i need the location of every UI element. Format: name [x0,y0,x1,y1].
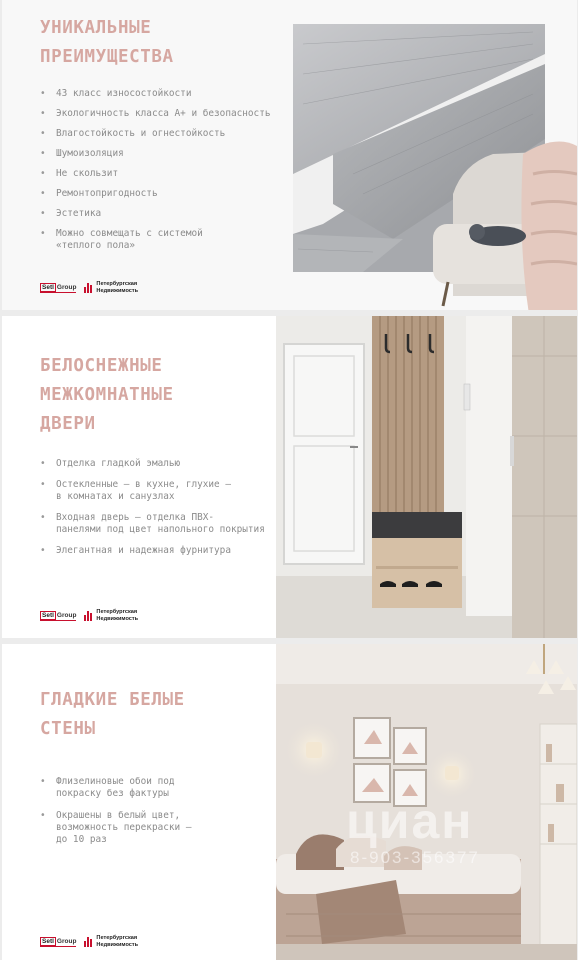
slide-title: БЕЛОСНЕЖНЫЕ МЕЖКОМНАТНЫЕ ДВЕРИ [40,356,174,434]
list-item: • Отделка гладкой эмалью [40,458,265,470]
list-item: • Входная дверь – отделка ПВХ- панелями под цвет напольного покрытия [40,512,265,536]
setl-group-logo: Setl Group [42,937,77,945]
list-item: • Остекленные – в кухне, глухие – в комнатах и санузлах [40,479,265,503]
list-item: • Окрашены в белый цвет, возможность перекраски – до 10 раз [40,810,191,846]
list-item: • Не скользит [40,168,270,180]
watermark-phone: 8-903-356377 [350,848,480,867]
list-item: • Ремонтопригодность [40,188,270,200]
peterburgskaya-nedvizhimost-logo: Петербургская Недвижимость [84,281,138,294]
partner-logos [40,935,138,948]
list-item: • Флизелиновые обои под покраску без фактуры [40,776,191,800]
list-item: • Шумоизоляция [40,148,270,160]
hallway-door-image [276,316,577,638]
partner-logos [40,609,138,622]
slide-walls [2,644,577,960]
bullet-list [40,458,265,557]
list-item: • Можно совмещать с системой «теплого пола» [40,228,270,252]
setl-group-logo: Setl Group [42,283,77,291]
pn-logo-icon [84,283,93,293]
setl-group-logo: Setl Group [42,611,77,619]
list-item: • Влагостойкость и огнестойкость [40,128,270,140]
watermark-text: циан [346,793,474,849]
slide-doors [2,316,577,638]
list-item: • Экологичность класса А+ и безопасность [40,108,270,120]
bullet-list [40,776,191,846]
pn-logo-icon [84,937,93,947]
list-item: • Эстетика [40,208,270,220]
peterburgskaya-nedvizhimost-logo: Петербургская Недвижимость [84,609,138,622]
list-item: • 43 класс износостойкости [40,88,270,100]
pn-logo-icon [84,611,93,621]
slide-title: ГЛАДКИЕ БЕЛЫЕ СТЕНЫ [40,690,185,739]
slide-advantages [2,0,577,310]
bullet-list [40,88,270,252]
laminate-flooring-image [293,24,577,310]
partner-logos [40,281,138,294]
list-item: • Элегантная и надежная фурнитура [40,545,265,557]
peterburgskaya-nedvizhimost-logo: Петербургская Недвижимость [84,935,138,948]
slide-title: УНИКАЛЬНЫЕ ПРЕИМУЩЕСТВА [40,18,174,67]
